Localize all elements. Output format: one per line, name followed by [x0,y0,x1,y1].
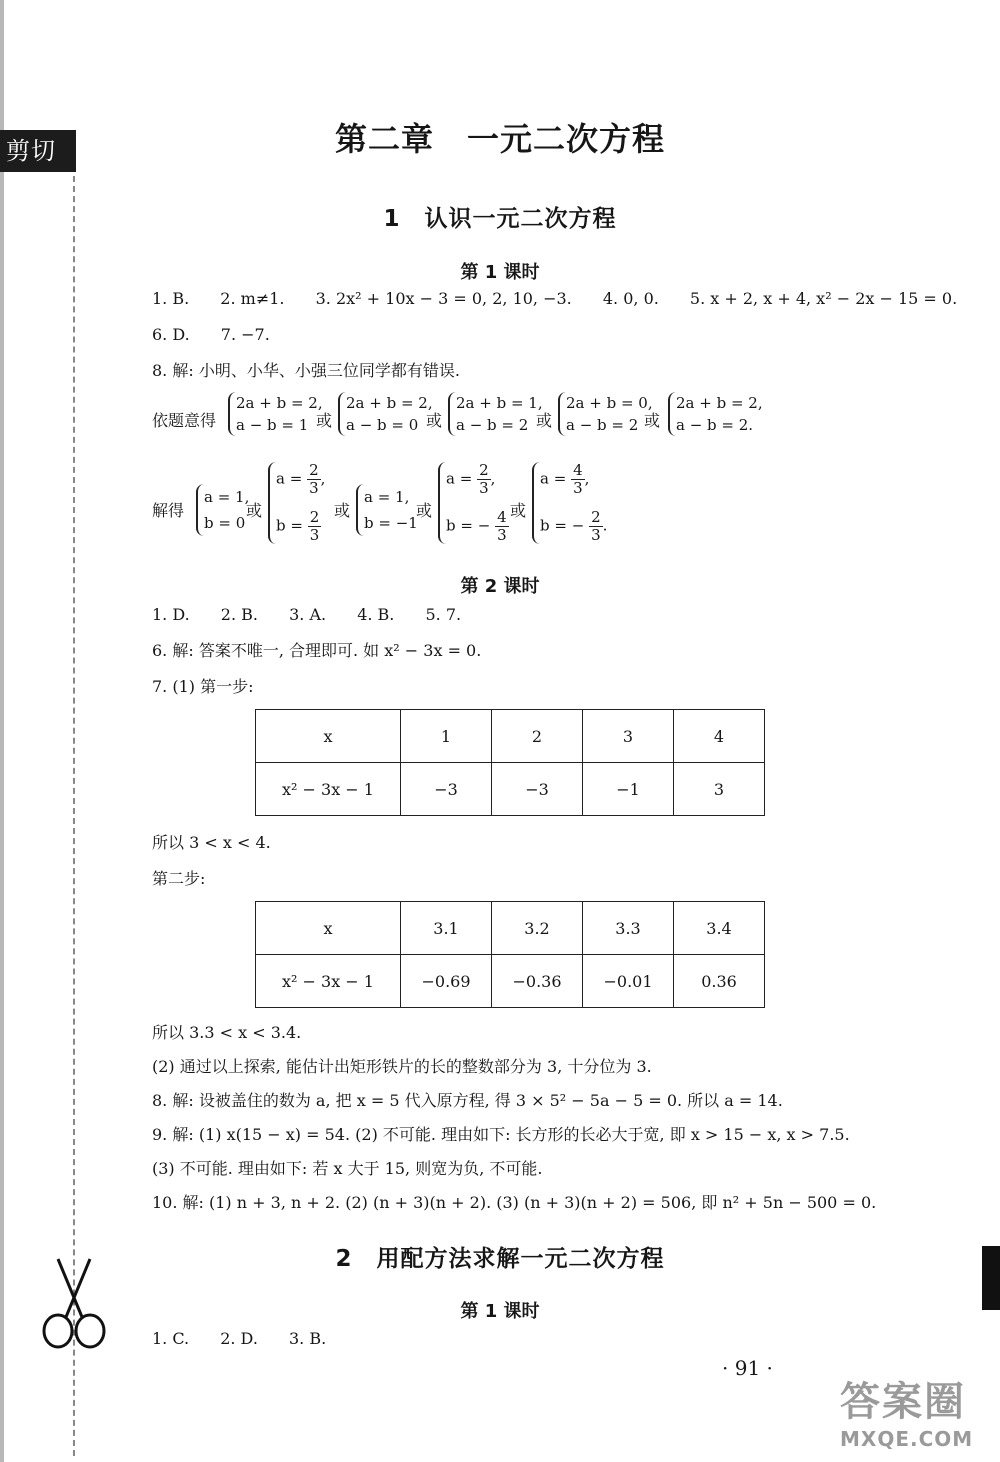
table-row: x² − 3x − 1 −3 −3 −1 3 [256,763,765,816]
table-row: x 3.1 3.2 3.3 3.4 [256,902,765,955]
answer-line: 10. 解: (1) n + 3, n + 2. (2) (n + 3)(n + 2). (3) (n + 3)(n + 2) = 506, 即 n² + 5n − 500 = 0. [152,1193,877,1212]
page-number: · 91 · [722,1356,773,1380]
table-row: x 1 2 3 4 [256,710,765,763]
answer-line: (3) 不可能. 理由如下: 若 x 大于 15, 则宽为负, 不可能. [152,1159,543,1178]
lesson-title-2: 第 2 课时 [460,576,540,597]
systems-label: 依题意得 [152,411,217,430]
section-title-2: 2 用配方法求解一元二次方程 [335,1246,665,1272]
equation-system: 2a + b = 1, a − b = 2 [448,392,543,436]
answer-line: 8. 解: 小明、小华、小强三位同学都有错误. [152,361,460,380]
answer-line: 所以 3.3 < x < 3.4. [152,1023,302,1042]
answer-line: 所以 3 < x < 4. [152,833,271,852]
answer-line: 第二步: [152,869,206,888]
answer-line: 8. 解: 设被盖住的数为 a, 把 x = 5 代入原方程, 得 3 × 5² − 5a − 5 = 0. 所以 a = 14. [152,1091,783,1110]
cut-line-label: 剪切线 [0,130,76,172]
answer-line: 9. 解: (1) x(15 − x) = 54. (2) 不可能. 理由如下: 长方形的长必大于宽, 即 x > 15 − x, x > 7.5. [152,1125,850,1144]
solution-system: a = $\frac{2}{3}$ , b = − $\frac{4}{3}$ [438,462,509,544]
chapter-title: 第二章 一元二次方程 [334,120,665,158]
answer-line: 6. 解: 答案不唯一, 合理即可. 如 x² − 3x = 0. [152,641,482,660]
solution-system: a = $\frac{2}{3}$ , b = $\frac{2}{3}$ [268,462,325,544]
answer-line: 6. D. 7. −7. [152,325,270,344]
equation-system: 2a + b = 2, a − b = 1 [228,392,323,436]
answer-line: (2) 通过以上探索, 能估计出矩形铁片的长的整数部分为 3, 十分位为 3. [152,1057,652,1076]
value-table-1 [255,709,765,816]
lesson-title-3: 第 1 课时 [460,1301,540,1322]
equation-system: 2a + b = 2, a − b = 2. [668,392,763,436]
answer-line: 1. B. 2. m≠1. 3. 2x² + 10x − 3 = 0, 2, 10, −3. 4. 0, 0. 5. x + 2, x + 4, x² − 2x − 15 = 0. [152,289,958,308]
solution-system: a = 1, b = 0 [196,484,249,536]
answer-line: 1. C. 2. D. 3. B. [152,1329,327,1348]
section-title-1: 1 认识一元二次方程 [383,206,617,232]
watermark: 答案圈 MXQE.COM [840,1379,974,1451]
equation-system: 2a + b = 0, a − b = 2 [558,392,653,436]
equation-system: 2a + b = 2, a − b = 0 [338,392,433,436]
answer-line: 1. D. 2. B. 3. A. 4. B. 5. 7. [152,605,462,624]
table-row: x² − 3x − 1 −0.69 −0.36 −0.01 0.36 [256,955,765,1008]
lesson-title-1: 第 1 课时 [460,262,540,283]
solve-label: 解得 [152,501,185,520]
answer-line: 7. (1) 第一步: [152,677,254,696]
value-table-2 [255,901,765,1008]
solution-system: a = $\frac{4}{3}$ , b = − $\frac{2}{3}$ . [532,462,607,544]
solution-system: a = 1, b = −1 [356,484,418,536]
edge-marker [982,1246,1000,1310]
